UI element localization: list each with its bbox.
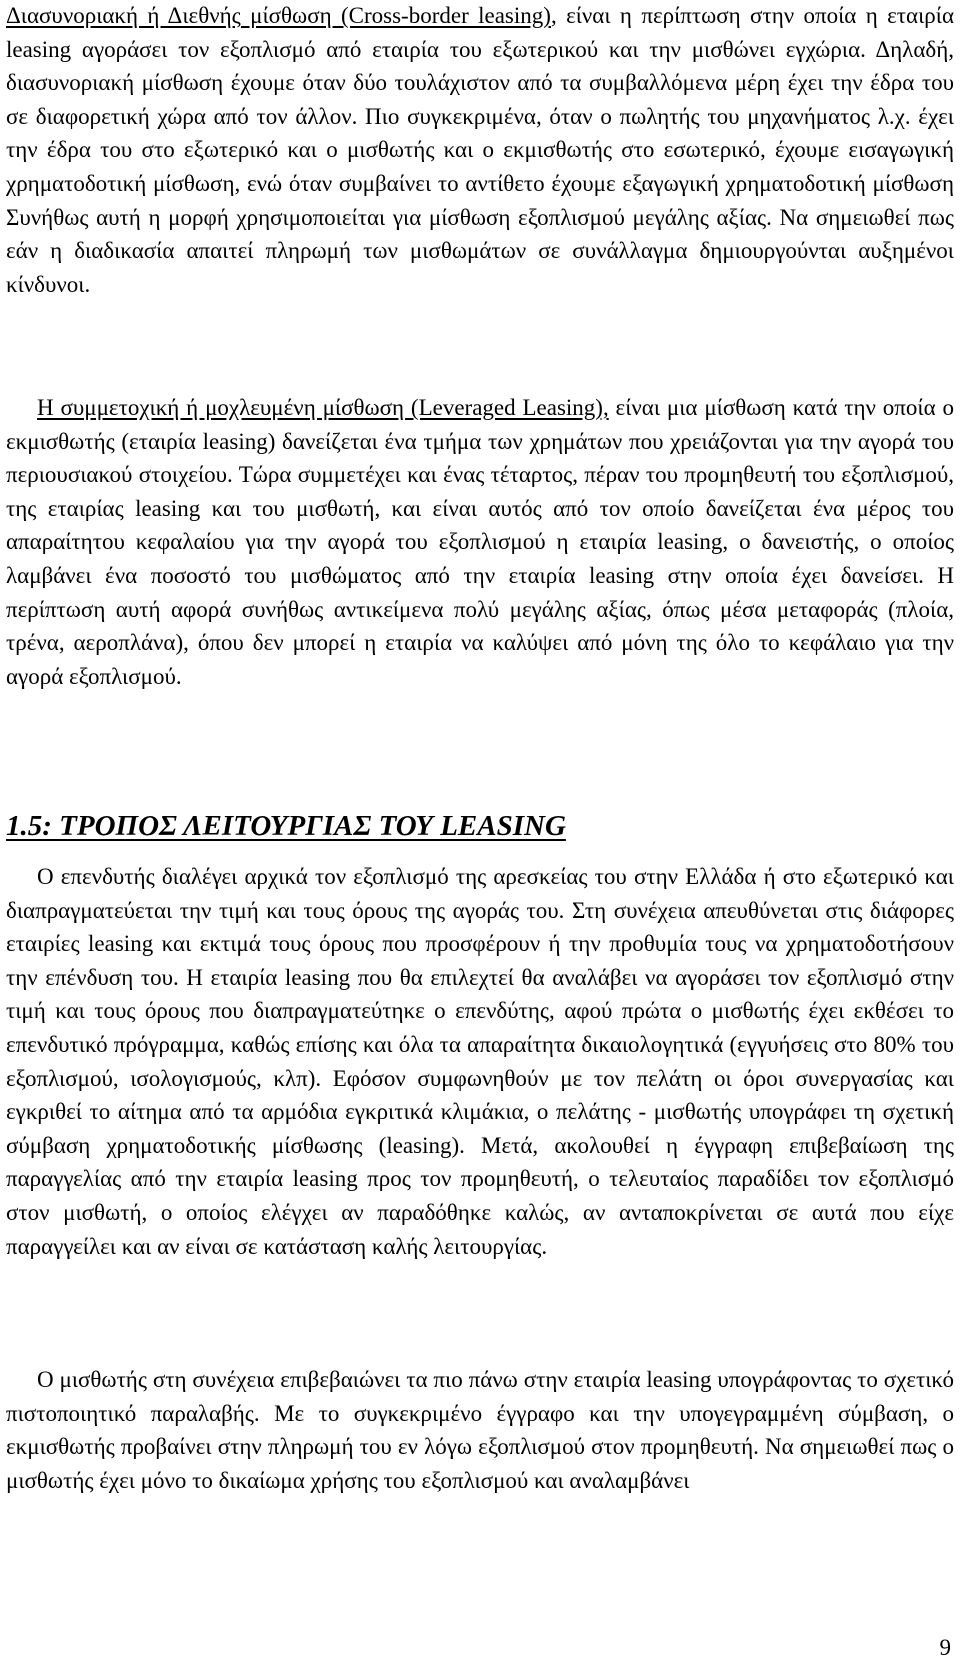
term-cross-border-leasing: Διασυνοριακή ή Διεθνής μίσθωση (Cross-border leasing)	[6, 3, 551, 28]
paragraph-text: είναι μια μίσθωση κατά την οποία ο εκμισθωτής (εταιρία leasing) δανείζεται ένα τμήμα των χρημάτων που χρειάζονται για την αγορά του περιουσιακού στοιχείου. Τώρα συμμετέχει και ένας τέταρτος, πέραν του προμηθευτή του εξοπλισμού, της εταιρίας leasing και του μισθωτή, και είναι αυτός από τον οποίο δανείζεται ένα μέρος του απαραίτητου κεφαλαίου για την αγορά του εξοπλισμού η εταιρία leasing, ο δανειστής, ο οποίος λαμβάνει ένα ποσοστό του μισθώματος από την εταιρία leasing στην οποία έχει δανείσει. Η περίπτωση αυτή αφορά συνήθως αντικείμενα πολύ μεγάλης αξίας, όπως μέσα μεταφοράς (πλοία, τρένα, αεροπλάνα), όπου δεν μπορεί η εταιρία να καλύψει από μόνη της όλο το κεφάλαιο για την αγορά εξοπλισμού.	[6, 395, 954, 689]
section-heading: 1.5: ΤΡΟΠΟΣ ΛΕΙΤΟΥΡΓΙΑΣ ΤΟΥ LEASING	[6, 810, 566, 842]
page-number: 9	[939, 1635, 951, 1660]
paragraph-lessee-confirmation	[6, 1363, 954, 1497]
term-leveraged-leasing: Η συμμετοχική ή μοχλευμένη μίσθωση (Leveraged Leasing),	[37, 395, 609, 420]
paragraph-leveraged-leasing	[6, 391, 954, 693]
paragraph-cross-border-leasing	[6, 0, 954, 301]
paragraph-text: Ο μισθωτής στη συνέχεια επιβεβαιώνει τα πιο πάνω στην εταιρία leasing υπογράφοντας το σχετικό πιστοποιητικό παραλαβής. Με το συγκεκριμένο έγγραφο και την υπογεγραμμένη σύμβαση, ο εκμισθωτής προβαίνει στην πληρωμή του εν λόγω εξοπλισμού στον προμηθευτή. Να σημειωθεί πως ο μισθωτής έχει μόνο το δικαίωμα χρήσης του εξοπλισμού και αναλαμβάνει	[6, 1367, 954, 1493]
paragraph-text: , είναι η περίπτωση στην οποία η εταιρία leasing αγοράσει τον εξοπλισμό από εταιρία του εξωτερικού και την μισθώνει εγχώρια. Δηλαδή, διασυνοριακή μίσθωση έχουμε όταν δύο τουλάχιστον από τα συμβαλλόμενα μέρη έχει την έδρα του σε διαφορετική χώρα από τον άλλον. Πιο συγκεκριμένα, όταν ο πωλητής του μηχανήματος λ.χ. έχει την έδρα του στο εξωτερικό και ο μισθωτής και ο εκμισθωτής στο εσωτερικό, έχουμε εισαγωγική χρηματοδοτική μίσθωση, ενώ όταν συμβαίνει το αντίθετο έχουμε εξαγωγική χρηματοδοτική μίσθωση Συνήθως αυτή η μορφή χρησιμοποιείται για μίσθωση εξοπλισμού μεγάλης αξίας. Να σημειωθεί πως εάν η διαδικασία απαιτεί πληρωμή των μισθωμάτων σε συνάλλαγμα δημιουργούνται αυξημένοι κίνδυνοι.	[6, 3, 954, 297]
paragraph-text: Ο επενδυτής διαλέγει αρχικά τον εξοπλισμό της αρεσκείας του στην Ελλάδα ή στο εξωτερικό και διαπραγματεύεται την τιμή και τους όρους της αγοράς του. Στη συνέχεια απευθύνεται στις διάφορες εταιρίες leasing και εκτιμά τους όρους που προσφέρουν ή την προθυμία τους να χρηματοδοτήσουν την επένδυση του. Η εταιρία leasing που θα επιλεχτεί θα αναλάβει να αγοράσει τον εξοπλισμό στην τιμή και τους όρους που διαπραγματεύτηκε ο επενδύτης, αφού πρώτα ο μισθωτής έχει εκθέσει το επενδυτικό πρόγραμμα, καθώς επίσης και όλα τα απαραίτητα δικαιολογητικά (εγγυήσεις στο 80% του εξοπλισμού, ισολογισμούς, κλπ). Εφόσον συμφωνηθούν με τον πελάτη οι όροι συνεργασίας και εγκριθεί το αίτημα από τα αρμόδια εγκριτικά κλιμάκια, ο πελάτης - μισθωτής υπογράφει τη σχετική σύμβαση χρηματοδοτικής μίσθωσης (leasing). Μετά, ακολουθεί η έγγραφη επιβεβαίωση της παραγγελίας από την εταιρία leasing προς τον προμηθευτή, ο τελευταίος παραδίδει τον εξοπλισμό στον μισθωτή, ο οποίος ελέγχει αν παραδόθηκε καλώς, αν ανταποκρίνεται σε αυτά που είχε παραγγείλει και αν είναι σε κατάσταση καλής λειτουργίας.	[6, 864, 954, 1259]
paragraph-leasing-process	[6, 860, 954, 1263]
